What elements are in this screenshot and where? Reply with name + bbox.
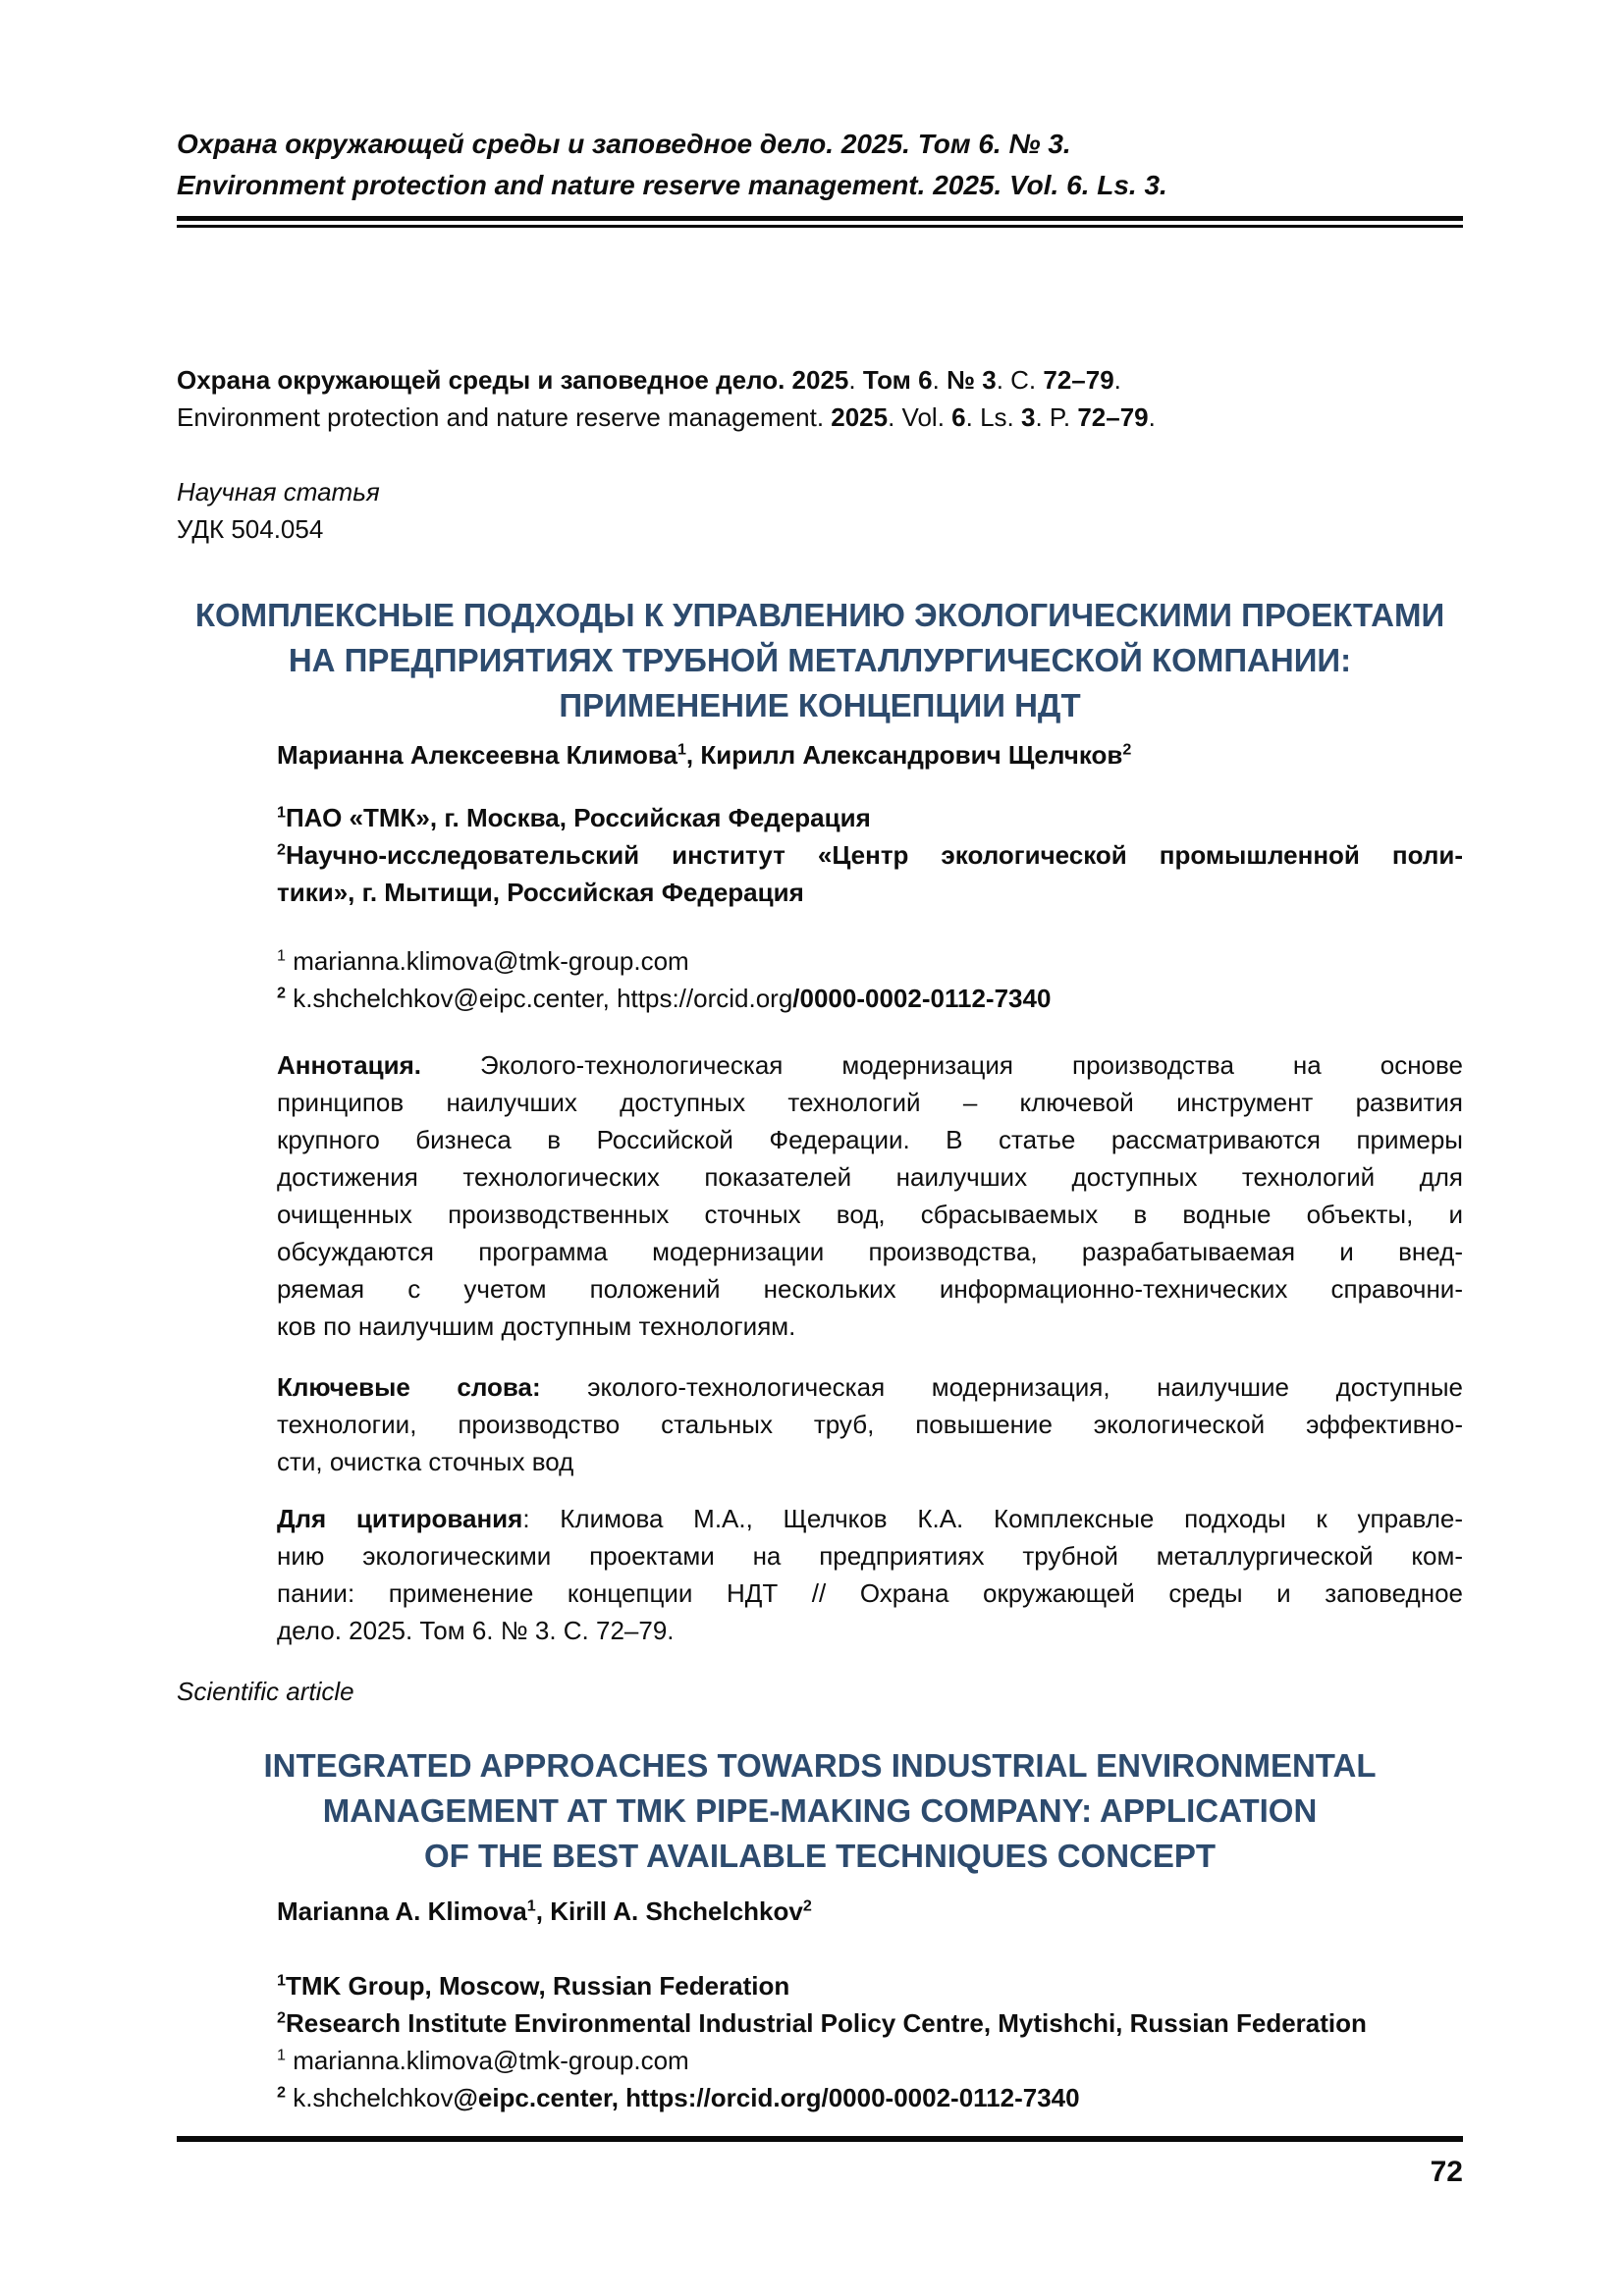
text-run: INTEGRATED APPROACHES TOWARDS INDUSTRIAL ENVIRONMENTAL <box>263 1747 1377 1784</box>
text-run: 1 <box>277 2046 286 2064</box>
text-run: Охрана окружающей среды и заповедное дело. 2025 <box>177 365 849 395</box>
text-line <box>277 2079 1463 2116</box>
text-run: ПРИМЕНЕНИЕ КОНЦЕПЦИИ НДТ <box>559 687 1081 723</box>
text-run: крупного бизнеса в Российской Федерации. В статье рассматриваются примеры <box>277 1125 1463 1154</box>
text-run: Том 6 <box>862 365 933 395</box>
text-run: Марианна Алексеевна Климова <box>277 740 677 770</box>
journal-header-en: Environment protection and nature reserve management. 2025. Vol. 6. Ls. 3. <box>177 170 1167 200</box>
text-run: 72–79 <box>1043 365 1114 395</box>
text-run: TMK Group, Moscow, Russian Federation <box>285 1971 790 2001</box>
text-line <box>277 2042 1463 2079</box>
text-line <box>277 1196 1463 1233</box>
text-run: Для цитирования <box>277 1504 523 1533</box>
for-citation-paragraph <box>277 1500 1463 1649</box>
text-run: Research Institute Environmental Industrial Policy Centre, Mytishchi, Russian Federation <box>285 2008 1367 2038</box>
text-run: эколого-технологическая модернизация, наилучшие доступные <box>540 1372 1463 1402</box>
text-run: k.shchelchkov <box>285 2083 454 2112</box>
text-line <box>277 1612 1463 1649</box>
text-run: k.shchelchkov@eipc.center, https://orcid.org <box>285 984 793 1013</box>
text-run: Environment protection and nature reserve management. <box>177 402 832 432</box>
text-run: 2 <box>1122 740 1132 759</box>
text-run: . <box>1148 402 1156 432</box>
text-line <box>277 836 1463 874</box>
text-line <box>277 1406 1463 1443</box>
text-line <box>177 1743 1463 1789</box>
article-type-ru: Научная статья <box>177 477 380 507</box>
text-run: : Климова М.А., Щелчков К.А. Комплексные подходы к управле- <box>522 1504 1463 1533</box>
text-run: Эколого-технологическая модернизация производства на основе <box>420 1050 1463 1080</box>
text-line <box>277 1233 1463 1270</box>
header-divider-thick-line <box>177 216 1463 221</box>
text-line <box>277 1368 1463 1406</box>
text-run: /0000-0002-0112-7340 <box>792 984 1052 1013</box>
text-run: 1 <box>277 1971 286 1990</box>
text-run: 1 <box>677 740 686 759</box>
text-line <box>177 638 1463 683</box>
text-run: OF THE BEST AVAILABLE TECHNIQUES CONCEPT <box>423 1838 1217 1874</box>
contacts-en <box>277 2042 1463 2116</box>
text-run: 1 <box>526 1896 536 1915</box>
text-line <box>277 1500 1463 1537</box>
footer-divider <box>177 2136 1463 2142</box>
authors-ru <box>277 736 1463 774</box>
text-run: . Ls. <box>965 402 1021 432</box>
citation-line-ru <box>177 361 1463 399</box>
text-run: достижения технологических показателей наилучших доступных технологий для <box>277 1162 1463 1192</box>
text-run: 6 <box>951 402 966 432</box>
journal-header <box>177 124 1463 206</box>
text-run: 3 <box>1020 402 1036 432</box>
text-run: . Vol. <box>888 402 952 432</box>
text-line <box>177 1834 1463 1879</box>
text-run: , Kirill A. Shchelchkov <box>535 1896 803 1926</box>
affiliations-en <box>277 1967 1463 2042</box>
text-run: 2 <box>277 2008 286 2027</box>
text-run: Ключевые слова: <box>277 1372 541 1402</box>
text-run: ков по наилучшим доступным технологиям. <box>277 1311 796 1341</box>
text-run: 2 <box>802 1896 812 1915</box>
text-run: нию экологическими проектами на предприятиях трубной металлургической ком- <box>277 1541 1463 1571</box>
contacts-ru <box>277 942 1463 1017</box>
text-run: MANAGEMENT AT TMK PIPE-MAKING COMPANY: APPLICATION <box>322 1792 1318 1829</box>
text-line <box>277 799 1463 836</box>
text-run: очищенных производственных сточных вод, сбрасываемых в водные объекты, и <box>277 1200 1463 1229</box>
text-run: НА ПРЕДПРИЯТИЯХ ТРУБНОЙ МЕТАЛЛУРГИЧЕСКОЙ КОМПАНИИ: <box>288 642 1352 678</box>
text-run: 2025 <box>831 402 889 432</box>
text-run: Научно-исследовательский институт «Центр экологической промышленной поли- <box>285 840 1463 870</box>
text-run: . <box>932 365 947 395</box>
text-run: Marianna A. Klimova <box>277 1896 527 1926</box>
text-line <box>277 2004 1463 2042</box>
article-title-en <box>177 1743 1463 1879</box>
text-line <box>277 1121 1463 1158</box>
text-line <box>277 874 1463 911</box>
text-line <box>177 593 1463 638</box>
header-divider <box>177 216 1463 228</box>
header-divider-thin-line <box>177 225 1463 228</box>
text-line <box>277 1270 1463 1308</box>
text-run: 2 <box>277 984 286 1002</box>
abstract-paragraph <box>277 1046 1463 1345</box>
text-line <box>277 980 1463 1017</box>
text-run: № 3 <box>947 365 997 395</box>
text-run: 1 <box>277 803 286 822</box>
text-line <box>177 1789 1463 1834</box>
text-run: marianna.klimova@tmk-group.com <box>285 2046 689 2075</box>
text-run: 2 <box>277 2083 286 2102</box>
text-line <box>277 1537 1463 1575</box>
text-run: . С. <box>996 365 1044 395</box>
text-run: тики», г. Мытищи, Российская Федерация <box>277 878 804 907</box>
text-line <box>277 1158 1463 1196</box>
page-number: 72 <box>1430 2156 1463 2188</box>
text-run: . <box>848 365 863 395</box>
text-line <box>277 1308 1463 1345</box>
text-run: 1 <box>277 946 286 965</box>
text-line <box>277 1443 1463 1480</box>
authors-en <box>277 1893 1463 1930</box>
text-run: КОМПЛЕКСНЫЕ ПОДХОДЫ К УПРАВЛЕНИЮ ЭКОЛОГИЧЕСКИМИ ПРОЕКТАМИ <box>194 597 1445 633</box>
text-run: . P. <box>1035 402 1078 432</box>
text-run: обсуждаются программа модернизации производства, разрабатываемая и внед- <box>277 1237 1463 1266</box>
text-run: . <box>1113 365 1121 395</box>
text-line <box>277 1967 1463 2004</box>
text-line <box>277 1575 1463 1612</box>
keywords-paragraph <box>277 1368 1463 1480</box>
text-run: marianna.klimova@tmk-group.com <box>285 946 689 976</box>
text-run: принципов наилучших доступных технологий – ключевой инструмент развития <box>277 1088 1463 1117</box>
text-run: сти, очистка сточных вод <box>277 1447 574 1476</box>
text-run: , Кирилл Александрович Щелчков <box>685 740 1123 770</box>
text-line <box>277 942 1463 980</box>
text-run: 2 <box>277 840 286 859</box>
text-run: @eipc.center, https://orcid.org/0000-0002-0112-7340 <box>453 2083 1080 2112</box>
journal-header-ru: Охрана окружающей среды и заповедное дело. 2025. Том 6. № 3. <box>177 129 1071 159</box>
udc-code: УДК 504.054 <box>177 514 324 544</box>
text-run: ряемая с учетом положений нескольких информационно-технических справочни- <box>277 1274 1463 1304</box>
text-line <box>277 1046 1463 1084</box>
article-type-en: Scientific article <box>177 1677 354 1706</box>
text-run: 72–79 <box>1077 402 1149 432</box>
text-line <box>177 683 1463 728</box>
text-run: ПАО «ТМК», г. Москва, Российская Федерация <box>285 803 871 832</box>
text-run: дело. 2025. Том 6. № 3. С. 72–79. <box>277 1616 675 1645</box>
text-run: Аннотация. <box>277 1050 421 1080</box>
text-run: технологии, производство стальных труб, повышение экологической эффективно- <box>277 1410 1463 1439</box>
article-title-ru <box>177 593 1463 728</box>
text-line <box>277 1084 1463 1121</box>
text-run: пании: применение концепции НДТ // Охрана окружающей среды и заповедное <box>277 1578 1463 1608</box>
citation-line-en <box>177 399 1463 436</box>
affiliations-ru <box>277 799 1463 911</box>
